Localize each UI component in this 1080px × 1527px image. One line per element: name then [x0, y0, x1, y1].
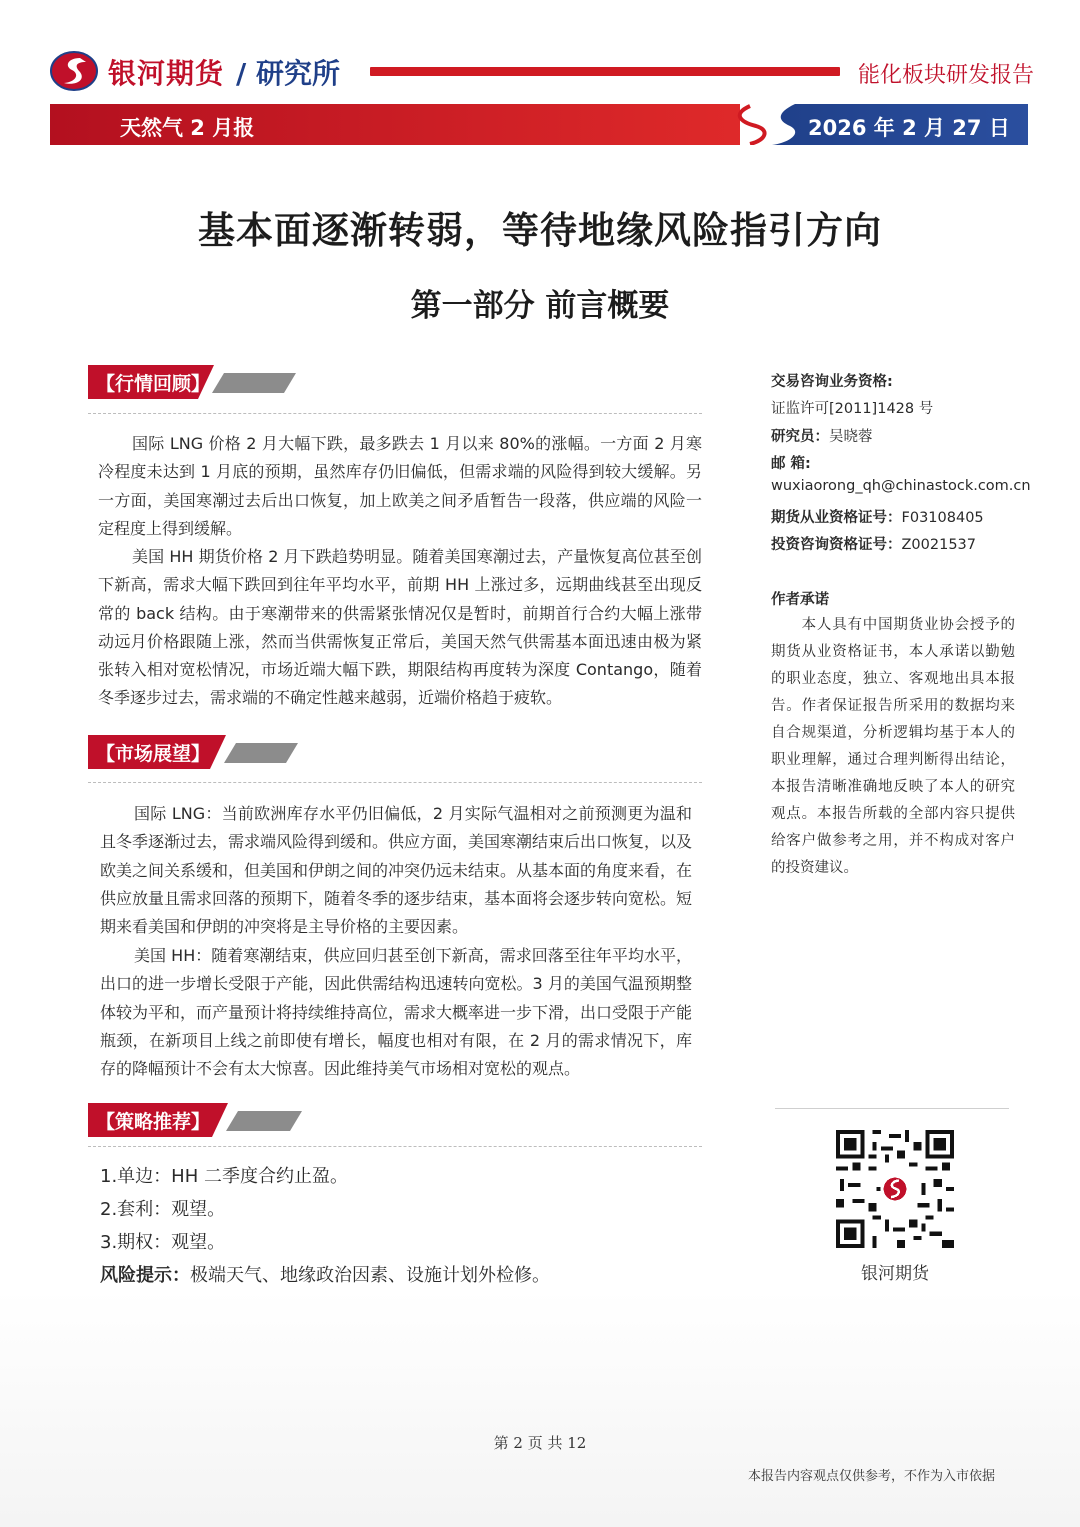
strategy-item: 1.单边：HH 二季度合约止盈。 — [100, 1166, 348, 1187]
institute-name: / 研究所 — [236, 57, 340, 90]
part-title: 第一部分 前言概要 — [410, 288, 670, 324]
risk-label: 风险提示： — [100, 1265, 190, 1286]
review-paragraph-1: 国际 LNG 价格 2 月大幅下跌，最多跌去 1 月以来 80%的涨幅。一方面 2 月寒冷程度未达到 1 月底的预期，虽然库存仍旧偏低，但需求端的风险得到较大缓解。另一方面，美国寒潮过去后出口恢复，加上欧美之间矛盾暂告一段落，供应端的风险一定程度上得到缓解。 — [98, 434, 702, 538]
section-label-outlook: 【市场展望】 — [96, 743, 211, 765]
banner-report-date: 2026 年 2 月 27 日 — [808, 116, 1010, 140]
report-type: 能化板块研发报告 — [858, 63, 1035, 88]
page-number: 第 2 页 共 12 — [493, 1434, 587, 1452]
divider — [88, 782, 702, 783]
qr-code-icon[interactable] — [836, 1130, 954, 1248]
section-tag-outlook — [88, 735, 302, 769]
section-label-strategy: 【策略推荐】 — [96, 1111, 211, 1133]
section-tag-strategy — [88, 1103, 306, 1137]
review-paragraph-2: 美国 HH 期货价格 2 月下跌趋势明显。随着美国寒潮过去，产量恢复高位甚至创下新高，需求大幅下跌回到往年平均水平，前期 HH 上涨过多，远期曲线甚至出现反常的 back 结构。由于寒潮带来的供需紧张情况仅是暂时，前期首行合约大幅上涨带动远月价格跟随上涨，然而当供需恢复正常后，美国天然气供需基本面迅速由极为紧张转入相对宽松情况，市场近端大幅下跌，期限结构再度转为深度 Contango，随着冬季逐步过去，需求端的不确定性越来越弱，近端价格趋于疲软。 — [98, 547, 702, 708]
brand-name: 银河期货 — [108, 57, 225, 90]
email-link[interactable]: wuxiaorong_qh@chinastock.com.cn — [771, 478, 1031, 494]
header-rule — [370, 67, 840, 76]
invest-cert: 投资咨询资格证号：Z0021537 — [771, 537, 977, 553]
banner-report-name: 天然气 2 月报 — [120, 116, 255, 140]
sidebar-divider — [775, 1108, 1009, 1109]
strategy-item: 3.期权：观望。 — [100, 1232, 226, 1253]
outlook-paragraph-2: 美国 HH：随着寒潮结束，供应回归甚至创下新高，需求回落至往年平均水平，出口的进一步增长受限于产能，因此供需结构迅速转向宽松。3 月的美国气温预期整体较为平和，而产量预计将持续维持高位，需求大概率进一步下滑，出口受限于产能瓶颈，在新项目上线之前即使有增长，幅度也相对有限，在 2 月的需求情况下，库存的降幅预计不会有太大惊喜。因此维持美气市场相对宽松的观点。 — [100, 946, 693, 1079]
footer-disclaimer: 本报告内容观点仅供参考，不作为入市依据 — [748, 1469, 996, 1484]
qualification-value: 证监许可[2011]1428 号 — [771, 401, 934, 417]
section-tag-review — [88, 365, 300, 399]
email-label: 邮 箱: — [771, 456, 811, 472]
researcher: 研究员：吴晓蓉 — [771, 429, 873, 445]
report-title: 基本面逐渐转弱，等待地缘风险指引方向 — [198, 209, 882, 252]
pledge-title: 作者承诺 — [771, 592, 829, 608]
qualification-label: 交易咨询业务资格: — [771, 374, 893, 390]
outlook-paragraph-1: 国际 LNG：当前欧洲库存水平仍旧偏低，2 月实际气温相对之前预测更为温和且冬季逐渐过去，需求端风险得到缓和。供应方面，美国寒潮结束后出口恢复，以及欧美之间关系缓和，但美国和伊朗之间的冲突仍远未结束。从基本面的角度来看，在供应放量且需求回落的预期下，随着冬季的逐步结束，基本面将会逐步转向宽松。短期来看美国和伊朗的冲突将是主导价格的主要因素。 — [100, 804, 693, 937]
futures-cert: 期货从业资格证号：F03108405 — [771, 510, 984, 526]
strategy-item: 2.套利：观望。 — [100, 1199, 226, 1220]
divider — [88, 1146, 702, 1147]
galaxy-logo-icon — [50, 50, 98, 92]
qr-caption: 银河期货 — [861, 1264, 929, 1284]
risk-warning — [100, 1261, 550, 1287]
risk-text: 极端天气、地缘政治因素、设施计划外检修。 — [190, 1265, 550, 1286]
divider — [88, 413, 702, 414]
footer-background — [0, 1290, 1080, 1527]
pledge-text: 本人具有中国期货业协会授予的期货从业资格证书，本人承诺以勤勉的职业态度，独立、客观地出具本报告。作者保证报告所采用的数据均来自合规渠道，分析逻辑均基于本人的职业理解，通过合理判断得出结论，本报告清晰准确地反映了本人的研究观点。本报告所载的全部内容只提供给客户做参考之用，并不构成对客户的投资建议。 — [771, 617, 1015, 876]
section-label-review: 【行情回顾】 — [96, 373, 211, 395]
